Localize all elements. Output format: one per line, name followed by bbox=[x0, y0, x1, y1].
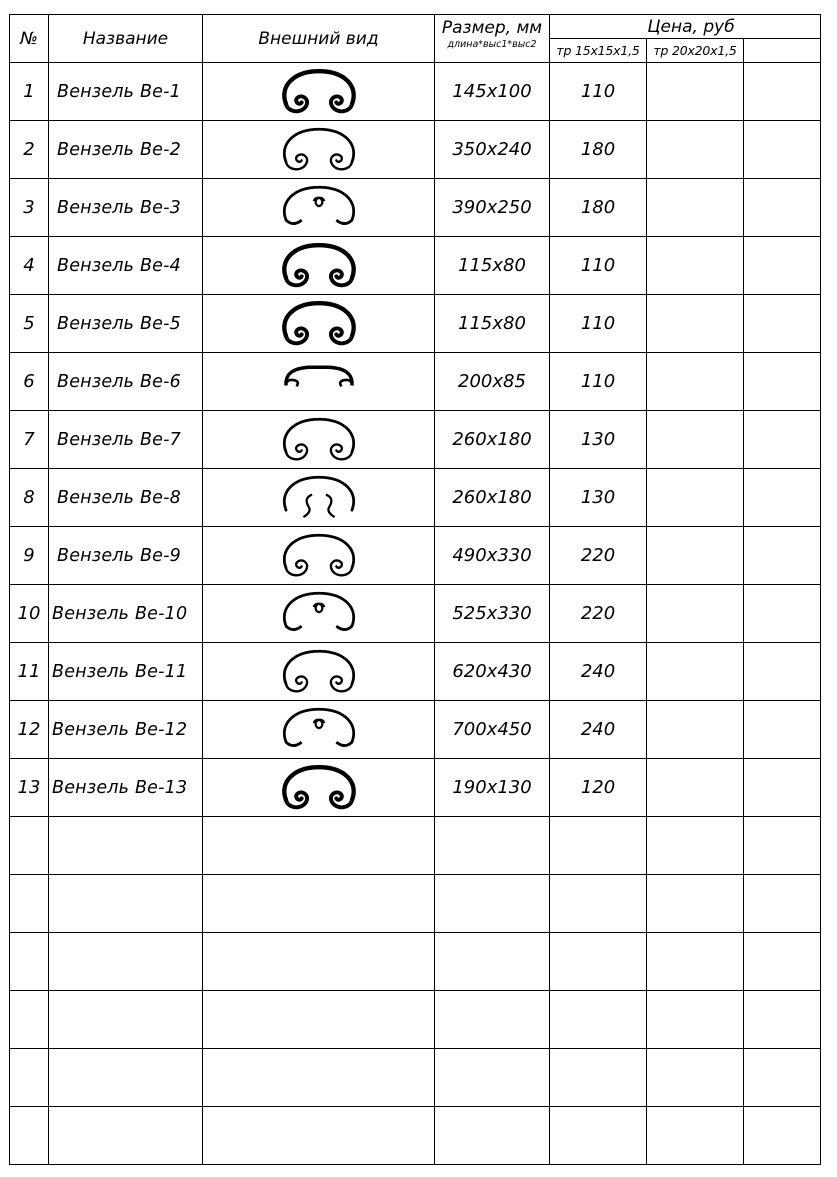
empty-row bbox=[10, 1049, 821, 1107]
cell bbox=[203, 1049, 435, 1107]
price-col2 bbox=[647, 63, 744, 121]
price-col2 bbox=[647, 237, 744, 295]
product-name: Вензель Ве-11 bbox=[49, 643, 203, 701]
cell bbox=[550, 1049, 647, 1107]
table-row bbox=[10, 527, 821, 585]
price-col3 bbox=[744, 63, 821, 121]
table-row bbox=[10, 237, 821, 295]
price-col1: 130 bbox=[550, 469, 647, 527]
cell bbox=[550, 933, 647, 991]
price-col3 bbox=[744, 585, 821, 643]
cell bbox=[203, 817, 435, 875]
cell bbox=[744, 933, 821, 991]
product-size: 700х450 bbox=[435, 701, 550, 759]
product-size: 525х330 bbox=[435, 585, 550, 643]
product-size: 145х100 bbox=[435, 63, 550, 121]
price-col1: 180 bbox=[550, 179, 647, 237]
scroll-ornament-icon bbox=[275, 704, 363, 756]
price-col2 bbox=[647, 527, 744, 585]
product-image bbox=[203, 353, 435, 411]
cell bbox=[10, 1107, 49, 1165]
price-col3 bbox=[744, 121, 821, 179]
row-number: 1 bbox=[10, 63, 49, 121]
product-image bbox=[203, 237, 435, 295]
product-name: Вензель Ве-4 bbox=[49, 237, 203, 295]
product-size: 350х240 bbox=[435, 121, 550, 179]
scroll-ornament-icon bbox=[275, 298, 363, 350]
product-image bbox=[203, 469, 435, 527]
cell bbox=[744, 875, 821, 933]
cell bbox=[203, 875, 435, 933]
cell bbox=[435, 1049, 550, 1107]
price-col1: 220 bbox=[550, 527, 647, 585]
scroll-ornament-icon bbox=[275, 124, 363, 176]
product-name: Вензель Ве-6 bbox=[49, 353, 203, 411]
price-col3 bbox=[744, 701, 821, 759]
product-name: Вензель Ве-5 bbox=[49, 295, 203, 353]
price-col3 bbox=[744, 179, 821, 237]
cell bbox=[203, 991, 435, 1049]
price-col3 bbox=[744, 353, 821, 411]
product-size: 490х330 bbox=[435, 527, 550, 585]
table-row bbox=[10, 585, 821, 643]
product-image bbox=[203, 643, 435, 701]
row-number: 10 bbox=[10, 585, 49, 643]
cell bbox=[10, 875, 49, 933]
price-col2 bbox=[647, 701, 744, 759]
header-size-sub: длина*выс1*выс2 bbox=[435, 39, 550, 63]
product-size: 190х130 bbox=[435, 759, 550, 817]
cell bbox=[647, 1049, 744, 1107]
row-number: 2 bbox=[10, 121, 49, 179]
header-price-col3 bbox=[744, 39, 821, 63]
product-size: 260х180 bbox=[435, 469, 550, 527]
cell bbox=[647, 817, 744, 875]
price-col2 bbox=[647, 759, 744, 817]
price-col1: 130 bbox=[550, 411, 647, 469]
cell bbox=[744, 991, 821, 1049]
product-image bbox=[203, 63, 435, 121]
cell bbox=[550, 875, 647, 933]
table-row bbox=[10, 63, 821, 121]
row-number: 6 bbox=[10, 353, 49, 411]
cell bbox=[435, 875, 550, 933]
table-row bbox=[10, 179, 821, 237]
cell bbox=[49, 1049, 203, 1107]
scroll-ornament-icon bbox=[275, 414, 363, 466]
scroll-ornament-icon bbox=[275, 472, 363, 524]
scroll-ornament-icon bbox=[275, 66, 363, 118]
table-row bbox=[10, 411, 821, 469]
price-col1: 110 bbox=[550, 353, 647, 411]
price-col1: 110 bbox=[550, 63, 647, 121]
product-name: Вензель Ве-3 bbox=[49, 179, 203, 237]
product-image bbox=[203, 701, 435, 759]
scroll-ornament-icon bbox=[275, 530, 363, 582]
price-col2 bbox=[647, 585, 744, 643]
product-image bbox=[203, 411, 435, 469]
header-appearance: Внешний вид bbox=[203, 15, 435, 63]
price-col2 bbox=[647, 469, 744, 527]
header-price-col2: тр 20х20х1,5 bbox=[647, 39, 744, 63]
price-col3 bbox=[744, 643, 821, 701]
price-col3 bbox=[744, 411, 821, 469]
product-image bbox=[203, 295, 435, 353]
price-col1: 220 bbox=[550, 585, 647, 643]
empty-row bbox=[10, 817, 821, 875]
price-col1: 110 bbox=[550, 295, 647, 353]
row-number: 7 bbox=[10, 411, 49, 469]
product-name: Вензель Ве-2 bbox=[49, 121, 203, 179]
cell bbox=[49, 875, 203, 933]
cell bbox=[49, 817, 203, 875]
table-row bbox=[10, 759, 821, 817]
cell bbox=[203, 933, 435, 991]
product-image bbox=[203, 179, 435, 237]
cell bbox=[10, 991, 49, 1049]
cell bbox=[550, 1107, 647, 1165]
product-name: Вензель Ве-7 bbox=[49, 411, 203, 469]
product-image bbox=[203, 759, 435, 817]
cell bbox=[49, 991, 203, 1049]
product-image bbox=[203, 527, 435, 585]
row-number: 12 bbox=[10, 701, 49, 759]
table-row bbox=[10, 643, 821, 701]
header-name: Название bbox=[49, 15, 203, 63]
row-number: 9 bbox=[10, 527, 49, 585]
price-col1: 180 bbox=[550, 121, 647, 179]
price-col2 bbox=[647, 411, 744, 469]
cell bbox=[647, 1107, 744, 1165]
header-size: Размер, мм bbox=[435, 15, 550, 39]
product-name: Вензель Ве-13 bbox=[49, 759, 203, 817]
table-row bbox=[10, 701, 821, 759]
cell bbox=[435, 817, 550, 875]
price-col1: 120 bbox=[550, 759, 647, 817]
price-col2 bbox=[647, 295, 744, 353]
empty-row bbox=[10, 875, 821, 933]
cell bbox=[435, 1107, 550, 1165]
scroll-ornament-icon bbox=[275, 182, 363, 234]
price-col2 bbox=[647, 643, 744, 701]
cell bbox=[647, 875, 744, 933]
cell bbox=[744, 1107, 821, 1165]
scroll-ornament-icon bbox=[275, 356, 363, 408]
table-row bbox=[10, 121, 821, 179]
product-name: Вензель Ве-1 bbox=[49, 63, 203, 121]
cell bbox=[744, 1049, 821, 1107]
product-size: 200х85 bbox=[435, 353, 550, 411]
row-number: 13 bbox=[10, 759, 49, 817]
row-number: 8 bbox=[10, 469, 49, 527]
table-row bbox=[10, 469, 821, 527]
header-price-col1: тр 15х15х1,5 bbox=[550, 39, 647, 63]
price-col1: 110 bbox=[550, 237, 647, 295]
product-name: Вензель Ве-10 bbox=[49, 585, 203, 643]
empty-row bbox=[10, 933, 821, 991]
cell bbox=[10, 1049, 49, 1107]
product-image bbox=[203, 121, 435, 179]
cell bbox=[435, 933, 550, 991]
price-col2 bbox=[647, 179, 744, 237]
price-col3 bbox=[744, 295, 821, 353]
cell bbox=[744, 817, 821, 875]
price-col3 bbox=[744, 527, 821, 585]
cell bbox=[10, 817, 49, 875]
price-col1: 240 bbox=[550, 643, 647, 701]
cell bbox=[647, 991, 744, 1049]
price-col3 bbox=[744, 237, 821, 295]
scroll-ornament-icon bbox=[275, 762, 363, 814]
table-row bbox=[10, 295, 821, 353]
product-name: Вензель Ве-12 bbox=[49, 701, 203, 759]
price-col2 bbox=[647, 121, 744, 179]
product-size: 260х180 bbox=[435, 411, 550, 469]
row-number: 5 bbox=[10, 295, 49, 353]
price-col2 bbox=[647, 353, 744, 411]
cell bbox=[49, 933, 203, 991]
table-row bbox=[10, 353, 821, 411]
product-size: 115х80 bbox=[435, 295, 550, 353]
cell bbox=[550, 991, 647, 1049]
cell bbox=[550, 817, 647, 875]
product-name: Вензель Ве-8 bbox=[49, 469, 203, 527]
row-number: 11 bbox=[10, 643, 49, 701]
cell bbox=[647, 933, 744, 991]
price-col3 bbox=[744, 759, 821, 817]
cell bbox=[435, 991, 550, 1049]
price-col3 bbox=[744, 469, 821, 527]
product-image bbox=[203, 585, 435, 643]
empty-row bbox=[10, 991, 821, 1049]
cell bbox=[203, 1107, 435, 1165]
header-price: Цена, руб bbox=[550, 15, 821, 39]
product-size: 115х80 bbox=[435, 237, 550, 295]
price-table bbox=[9, 14, 821, 1165]
row-number: 3 bbox=[10, 179, 49, 237]
row-number: 4 bbox=[10, 237, 49, 295]
scroll-ornament-icon bbox=[275, 240, 363, 292]
price-col1: 240 bbox=[550, 701, 647, 759]
cell bbox=[10, 933, 49, 991]
product-name: Вензель Ве-9 bbox=[49, 527, 203, 585]
scroll-ornament-icon bbox=[275, 588, 363, 640]
cell bbox=[49, 1107, 203, 1165]
empty-row bbox=[10, 1107, 821, 1165]
scroll-ornament-icon bbox=[275, 646, 363, 698]
header-num: № bbox=[10, 15, 49, 63]
product-size: 620х430 bbox=[435, 643, 550, 701]
product-size: 390х250 bbox=[435, 179, 550, 237]
